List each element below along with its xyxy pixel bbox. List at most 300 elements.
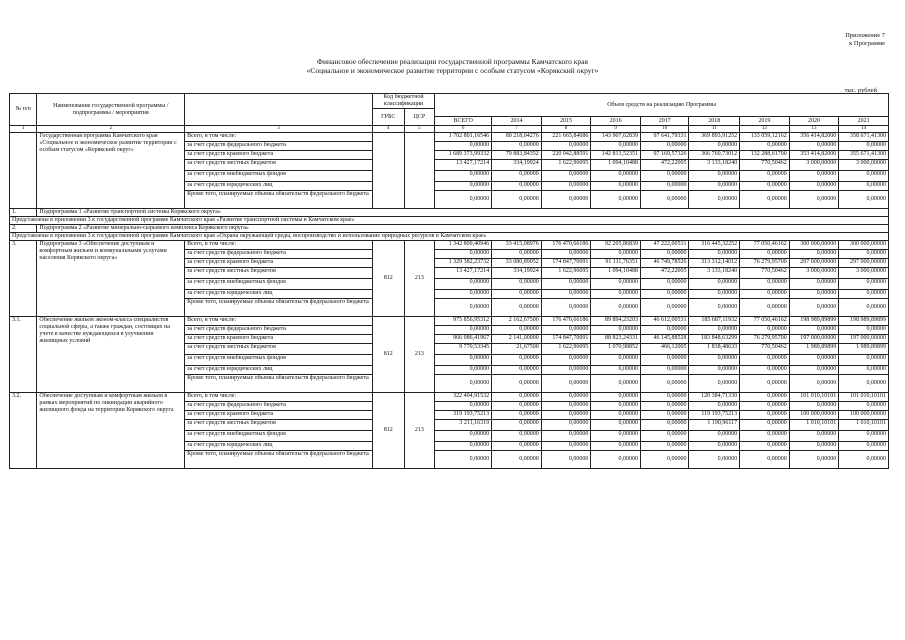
amount-cell: 1 070,98852 xyxy=(591,344,641,355)
amount-cell: 174 847,70091 xyxy=(541,335,591,344)
amount-cell: 0,00000 xyxy=(689,402,740,411)
amount-cell: 0,00000 xyxy=(839,375,889,393)
amount-cell: 0,00000 xyxy=(435,171,492,182)
amount-cell: 0,00000 xyxy=(492,442,542,451)
amount-cell: 0,00000 xyxy=(789,366,839,375)
amount-cell: 3 000,00000 xyxy=(839,268,889,279)
amount-cell: 334,19924 xyxy=(492,160,542,171)
funding-source: за счет средств внебюджетных фондов xyxy=(185,355,373,366)
amount-cell: 0,00000 xyxy=(740,366,790,375)
amount-cell: 353 414,82000 xyxy=(789,151,839,160)
amount-cell: 0,00000 xyxy=(839,250,889,259)
amount-cell: 77 050,46162 xyxy=(740,241,790,250)
amount-cell: 0,00000 xyxy=(740,171,790,182)
amount-cell: 0,00000 xyxy=(541,299,591,317)
csr-code: 213 xyxy=(404,317,435,393)
funding-table xyxy=(9,93,889,469)
amount-cell: 47 222,00531 xyxy=(640,241,689,250)
amount-cell: 0,00000 xyxy=(689,142,740,151)
amount-cell: 80 218,04276 xyxy=(492,133,542,142)
title-line: «Социальное и экономическое развитие территории с особым статусом «Корякский округ» xyxy=(306,66,599,75)
table-row xyxy=(10,133,889,142)
amount-cell: 1 622,96095 xyxy=(541,268,591,279)
amount-cell: 0,00000 xyxy=(591,366,641,375)
funding-source: за счет средств федерального бюджета xyxy=(185,402,373,411)
row-number: 2. xyxy=(10,225,37,233)
amount-cell: 0,00000 xyxy=(492,366,542,375)
amount-cell: 0,00000 xyxy=(789,451,839,469)
amount-cell: 0,00000 xyxy=(789,182,839,191)
grbs-code: 812 xyxy=(372,241,404,317)
column-number: 4 xyxy=(372,126,404,133)
amount-cell: 0,00000 xyxy=(689,290,740,299)
amount-cell: 0,00000 xyxy=(591,402,641,411)
amount-cell: 0,00000 xyxy=(740,142,790,151)
row-number: 1. xyxy=(10,209,37,217)
amount-cell: 0,00000 xyxy=(541,279,591,290)
amount-cell: 0,00000 xyxy=(740,290,790,299)
amount-cell: 0,00000 xyxy=(789,171,839,182)
title-line: Финансовое обеспечение реализации государственной программы Камчатского края xyxy=(317,57,588,66)
amount-cell: 358 671,41300 xyxy=(839,133,889,142)
header-name: Наименование государственной программы / подпрограммы / мероприятия xyxy=(37,94,185,126)
amount-cell: 46 612,00531 xyxy=(640,317,689,326)
amount-cell: 21,67500 xyxy=(492,344,542,355)
amount-cell: 0,00000 xyxy=(839,182,889,191)
amount-cell: 0,00000 xyxy=(541,431,591,442)
amount-cell: 3 000,00000 xyxy=(789,268,839,279)
subprogram-note-row xyxy=(10,233,889,241)
column-number: 6 xyxy=(435,126,492,133)
funding-source: Всего, в том числе: xyxy=(185,241,373,250)
amount-cell: 132 288,61700 xyxy=(740,151,790,160)
subprogram-note: Представлены в приложении 3 к государственной программе Камчатского края «Охрана окружающей среды, воспроизводство и использование природных ресурсов в Камчатском крае» xyxy=(10,233,889,241)
column-number: 8 xyxy=(541,126,591,133)
amount-cell: 0,00000 xyxy=(435,355,492,366)
amount-cell: 472,22005 xyxy=(640,268,689,279)
amount-cell: 0,00000 xyxy=(640,191,689,209)
csr-code xyxy=(404,133,435,209)
amount-cell: 0,00000 xyxy=(492,393,542,402)
amount-cell: 2 162,67500 xyxy=(492,317,542,326)
amount-cell: 0,00000 xyxy=(492,451,542,469)
amount-cell: 0,00000 xyxy=(640,402,689,411)
amount-cell: 0,00000 xyxy=(492,326,542,335)
amount-cell: 1 094,10488 xyxy=(591,268,641,279)
amount-cell: 1 989,89899 xyxy=(789,344,839,355)
amount-cell: 3 133,18240 xyxy=(689,268,740,279)
header-funding: Объем средств на реализацию Программы xyxy=(435,94,889,117)
appendix-line: Приложение 7 xyxy=(845,32,885,39)
funding-source: Кроме того, планируемые объемы обязательств федерального бюджета xyxy=(185,299,373,317)
amount-cell: 0,00000 xyxy=(740,299,790,317)
amount-cell: 466,12005 xyxy=(640,344,689,355)
amount-cell: 0,00000 xyxy=(640,290,689,299)
amount-cell: 197 000,00000 xyxy=(789,335,839,344)
header-budget-class: Код бюджетной классификации xyxy=(372,94,434,109)
amount-cell: 0,00000 xyxy=(541,182,591,191)
amount-cell: 0,00000 xyxy=(839,290,889,299)
column-number: 9 xyxy=(591,126,641,133)
amount-cell: 0,00000 xyxy=(591,299,641,317)
amount-cell: 0,00000 xyxy=(435,191,492,209)
amount-cell: 176 470,66186 xyxy=(541,317,591,326)
amount-cell: 0,00000 xyxy=(591,411,641,420)
amount-cell: 0,00000 xyxy=(740,442,790,451)
subprogram-row xyxy=(10,225,889,233)
amount-cell: 319 193,75213 xyxy=(435,411,492,420)
amount-cell: 0,00000 xyxy=(541,290,591,299)
amount-cell: 176 470,66186 xyxy=(541,241,591,250)
amount-cell: 0,00000 xyxy=(492,290,542,299)
header-csr: ЦСР xyxy=(404,109,435,126)
row-number: 3. xyxy=(10,241,37,317)
header-year: 2014 xyxy=(492,117,542,126)
funding-source: за счет средств местных бюджетов xyxy=(185,344,373,355)
header-year: 2017 xyxy=(640,117,689,126)
amount-cell: 0,00000 xyxy=(541,420,591,431)
amount-cell: 220 042,88591 xyxy=(541,151,591,160)
amount-cell: 197 000,00000 xyxy=(839,335,889,344)
column-number: 13 xyxy=(789,126,839,133)
amount-cell: 77 050,46162 xyxy=(740,317,790,326)
subprogram-note: Представлены в приложении 3 к государственной программе Камчатского края «Развитие транспортной системы в Камчатском крае» xyxy=(10,217,889,225)
amount-cell: 0,00000 xyxy=(640,182,689,191)
amount-cell: 0,00000 xyxy=(789,142,839,151)
amount-cell: 300 000,00000 xyxy=(839,241,889,250)
amount-cell: 76 279,95700 xyxy=(740,335,790,344)
amount-cell: 0,00000 xyxy=(689,375,740,393)
program-name: Обеспечение жильем эконом-класса специалистов социальной сферы, а также граждан, состоящих на учете в качестве нуждающихся в улучшении жилищных условий xyxy=(37,317,185,393)
header-grbs: ГРБС xyxy=(372,109,404,126)
amount-cell: 198 989,89899 xyxy=(789,317,839,326)
amount-cell: 0,00000 xyxy=(640,326,689,335)
amount-cell: 0,00000 xyxy=(839,171,889,182)
funding-source: за счет средств юридических лиц xyxy=(185,366,373,375)
header-year: 2020 xyxy=(789,117,839,126)
amount-cell: 1 838,48633 xyxy=(689,344,740,355)
amount-cell: 0,00000 xyxy=(541,250,591,259)
amount-cell: 0,00000 xyxy=(492,142,542,151)
funding-source: за счет средств федерального бюджета xyxy=(185,250,373,259)
amount-cell: 0,00000 xyxy=(839,299,889,317)
amount-cell: 0,00000 xyxy=(789,442,839,451)
amount-cell: 46 145,88528 xyxy=(640,335,689,344)
amount-cell: 0,00000 xyxy=(789,191,839,209)
amount-cell: 0,00000 xyxy=(640,411,689,420)
amount-cell: 0,00000 xyxy=(640,171,689,182)
amount-cell: 0,00000 xyxy=(839,451,889,469)
funding-source: Кроме того, планируемые объемы обязательств федерального бюджета xyxy=(185,375,373,393)
amount-cell: 0,00000 xyxy=(640,451,689,469)
funding-source: за счет средств местных бюджетов xyxy=(185,160,373,171)
header-year: 2021 xyxy=(839,117,889,126)
amount-cell: 198 989,89899 xyxy=(839,317,889,326)
amount-cell: 3 000,00000 xyxy=(839,160,889,171)
amount-cell: 0,00000 xyxy=(740,182,790,191)
amount-cell: 0,00000 xyxy=(492,299,542,317)
amount-cell: 0,00000 xyxy=(689,191,740,209)
amount-cell: 89 894,23203 xyxy=(591,317,641,326)
column-number: 14 xyxy=(839,126,889,133)
amount-cell: 97 169,57326 xyxy=(640,151,689,160)
amount-cell: 142 813,52351 xyxy=(591,151,641,160)
amount-cell: 1 989,89899 xyxy=(839,344,889,355)
subprogram-row xyxy=(10,209,889,217)
funding-source: за счет средств юридических лиц xyxy=(185,290,373,299)
amount-cell: 183 848,63299 xyxy=(689,335,740,344)
amount-cell: 0,00000 xyxy=(492,431,542,442)
amount-cell: 334,19924 xyxy=(492,268,542,279)
amount-cell: 0,00000 xyxy=(591,431,641,442)
amount-cell: 0,00000 xyxy=(740,326,790,335)
amount-cell: 13 427,17214 xyxy=(435,160,492,171)
amount-cell: 0,00000 xyxy=(640,250,689,259)
funding-source: Всего, в том числе: xyxy=(185,133,373,142)
funding-source: за счет средств внебюджетных фондов xyxy=(185,431,373,442)
amount-cell: 0,00000 xyxy=(740,375,790,393)
csr-code: 213 xyxy=(404,241,435,317)
funding-source: за счет средств федерального бюджета xyxy=(185,142,373,151)
amount-cell: 92 205,86839 xyxy=(591,241,641,250)
amount-cell: 770,50462 xyxy=(740,344,790,355)
column-number: 3 xyxy=(185,126,373,133)
funding-source: за счет средств юридических лиц xyxy=(185,442,373,451)
amount-cell: 3 211,16319 xyxy=(435,420,492,431)
amount-cell: 0,00000 xyxy=(591,442,641,451)
row-number: 3.1. xyxy=(10,317,37,393)
amount-cell: 0,00000 xyxy=(640,375,689,393)
amount-cell: 33 415,08976 xyxy=(492,241,542,250)
amount-cell: 0,00000 xyxy=(740,411,790,420)
amount-cell: 0,00000 xyxy=(689,250,740,259)
amount-cell: 221 665,84686 xyxy=(541,133,591,142)
amount-cell: 0,00000 xyxy=(591,290,641,299)
program-name: Подпрограмма 3 «Обеспечение доступным и комфортным жильем и коммунальными услугами населения Корякского округа» xyxy=(37,241,185,317)
amount-cell: 0,00000 xyxy=(689,442,740,451)
amount-cell: 100 000,00000 xyxy=(789,411,839,420)
amount-cell: 1 622,96095 xyxy=(541,344,591,355)
amount-cell: 313 312,14012 xyxy=(689,259,740,268)
subprogram-title: Подпрограмма 1 «Развитие транспортной системы Корякского округа» xyxy=(37,209,889,217)
amount-cell: 0,00000 xyxy=(789,290,839,299)
amount-cell: 0,00000 xyxy=(541,393,591,402)
amount-cell: 0,00000 xyxy=(740,431,790,442)
funding-source: Кроме того, планируемые объемы обязательств федерального бюджета xyxy=(185,451,373,469)
funding-source: за счет средств внебюджетных фондов xyxy=(185,171,373,182)
amount-cell: 0,00000 xyxy=(435,279,492,290)
amount-cell: 0,00000 xyxy=(640,142,689,151)
table-row xyxy=(10,317,889,326)
amount-cell: 0,00000 xyxy=(789,431,839,442)
amount-cell: 0,00000 xyxy=(789,279,839,290)
amount-cell: 0,00000 xyxy=(435,182,492,191)
amount-cell: 0,00000 xyxy=(689,355,740,366)
amount-cell: 0,00000 xyxy=(435,375,492,393)
amount-cell: 297 000,00000 xyxy=(789,259,839,268)
amount-cell: 0,00000 xyxy=(591,420,641,431)
amount-cell: 0,00000 xyxy=(591,451,641,469)
amount-cell: 0,00000 xyxy=(492,250,542,259)
amount-cell: 0,00000 xyxy=(839,326,889,335)
amount-cell: 0,00000 xyxy=(689,182,740,191)
amount-cell: 0,00000 xyxy=(640,393,689,402)
column-number: 5 xyxy=(404,126,435,133)
amount-cell: 9 770,53345 xyxy=(435,344,492,355)
amount-cell: 0,00000 xyxy=(640,431,689,442)
amount-cell: 0,00000 xyxy=(789,355,839,366)
amount-cell: 1 689 373,99332 xyxy=(435,151,492,160)
amount-cell: 770,50462 xyxy=(740,268,790,279)
amount-cell: 0,00000 xyxy=(789,250,839,259)
amount-cell: 0,00000 xyxy=(689,366,740,375)
amount-cell: 0,00000 xyxy=(492,191,542,209)
amount-cell: 101 010,10101 xyxy=(839,393,889,402)
amount-cell: 0,00000 xyxy=(541,355,591,366)
units-label: тыс. рублей xyxy=(844,87,877,94)
amount-cell: 0,00000 xyxy=(689,299,740,317)
amount-cell: 0,00000 xyxy=(591,142,641,151)
amount-cell: 0,00000 xyxy=(492,420,542,431)
amount-cell: 0,00000 xyxy=(492,402,542,411)
amount-cell: 1 702 801,16546 xyxy=(435,133,492,142)
amount-cell: 0,00000 xyxy=(435,326,492,335)
amount-cell: 0,00000 xyxy=(435,250,492,259)
amount-cell: 0,00000 xyxy=(689,431,740,442)
amount-cell: 0,00000 xyxy=(492,182,542,191)
column-number: 2 xyxy=(37,126,185,133)
amount-cell: 3 000,00000 xyxy=(789,160,839,171)
amount-cell: 0,00000 xyxy=(541,451,591,469)
amount-cell: 1 622,96095 xyxy=(541,160,591,171)
csr-code: 213 xyxy=(404,393,435,469)
row-number: 3.2. xyxy=(10,393,37,469)
amount-cell: 0,00000 xyxy=(541,366,591,375)
amount-cell: 472,22005 xyxy=(640,160,689,171)
funding-source: за счет средств краевого бюджета xyxy=(185,335,373,344)
amount-cell: 76 279,95700 xyxy=(740,259,790,268)
amount-cell: 0,00000 xyxy=(839,279,889,290)
amount-cell: 0,00000 xyxy=(591,191,641,209)
amount-cell: 0,00000 xyxy=(435,431,492,442)
amount-cell: 0,00000 xyxy=(591,326,641,335)
amount-cell: 101 010,10101 xyxy=(789,393,839,402)
column-number: 11 xyxy=(689,126,740,133)
amount-cell: 1 010,10101 xyxy=(839,420,889,431)
grbs-code: 812 xyxy=(372,317,404,393)
amount-cell: 0,00000 xyxy=(740,451,790,469)
amount-cell: 0,00000 xyxy=(492,279,542,290)
header-year: 2016 xyxy=(591,117,641,126)
amount-cell: 0,00000 xyxy=(640,355,689,366)
amount-cell: 322 404,91532 xyxy=(435,393,492,402)
amount-cell: 0,00000 xyxy=(492,411,542,420)
funding-source: Всего, в том числе: xyxy=(185,317,373,326)
document-title xyxy=(0,57,905,75)
amount-cell: 0,00000 xyxy=(640,420,689,431)
amount-cell: 0,00000 xyxy=(492,375,542,393)
amount-cell: 0,00000 xyxy=(435,142,492,151)
amount-cell: 1 094,10488 xyxy=(591,160,641,171)
funding-source: Кроме того, планируемые объемы обязательств федерального бюджета xyxy=(185,191,373,209)
amount-cell: 100 000,00000 xyxy=(839,411,889,420)
amount-cell: 97 641,79331 xyxy=(640,133,689,142)
amount-cell: 143 907,62839 xyxy=(591,133,641,142)
amount-cell: 0,00000 xyxy=(740,420,790,431)
amount-cell: 0,00000 xyxy=(591,355,641,366)
amount-cell: 0,00000 xyxy=(435,299,492,317)
amount-cell: 297 000,00000 xyxy=(839,259,889,268)
amount-cell: 120 384,71330 xyxy=(689,393,740,402)
header-year: 2019 xyxy=(740,117,790,126)
table-row xyxy=(10,241,889,250)
amount-cell: 0,00000 xyxy=(740,250,790,259)
amount-cell: 0,00000 xyxy=(689,279,740,290)
program-name: Обеспечение доступным и комфортным жильем в рамках мероприятий по ликвидации аварийного жилищного фонда на территории Корякского округа xyxy=(37,393,185,469)
amount-cell: 0,00000 xyxy=(591,182,641,191)
amount-cell: 0,00000 xyxy=(740,279,790,290)
funding-source: Всего, в том числе: xyxy=(185,393,373,402)
amount-cell: 0,00000 xyxy=(591,393,641,402)
subprogram-note-row xyxy=(10,217,889,225)
amount-cell: 185 687,11932 xyxy=(689,317,740,326)
amount-cell: 0,00000 xyxy=(740,402,790,411)
amount-cell: 0,00000 xyxy=(740,355,790,366)
amount-cell: 369 893,91252 xyxy=(689,133,740,142)
amount-cell: 770,50462 xyxy=(740,160,790,171)
amount-cell: 0,00000 xyxy=(435,366,492,375)
column-number: 1 xyxy=(10,126,37,133)
amount-cell: 0,00000 xyxy=(640,299,689,317)
amount-cell: 300 000,00000 xyxy=(789,241,839,250)
amount-cell: 1 190,96117 xyxy=(689,420,740,431)
amount-cell: 966 086,41967 xyxy=(435,335,492,344)
amount-cell: 1 010,10101 xyxy=(789,420,839,431)
appendix-note xyxy=(845,32,885,48)
amount-cell: 0,00000 xyxy=(640,442,689,451)
amount-cell: 0,00000 xyxy=(541,171,591,182)
amount-cell: 0,00000 xyxy=(591,250,641,259)
grbs-code: 812 xyxy=(372,393,404,469)
amount-cell: 0,00000 xyxy=(839,191,889,209)
header-source xyxy=(185,94,373,126)
amount-cell: 316 445,32252 xyxy=(689,241,740,250)
amount-cell: 0,00000 xyxy=(541,411,591,420)
amount-cell: 0,00000 xyxy=(740,191,790,209)
amount-cell: 0,00000 xyxy=(839,355,889,366)
amount-cell: 0,00000 xyxy=(640,366,689,375)
amount-cell: 3 133,18240 xyxy=(689,160,740,171)
amount-cell: 79 883,84352 xyxy=(492,151,542,160)
amount-cell: 0,00000 xyxy=(789,402,839,411)
amount-cell: 0,00000 xyxy=(839,142,889,151)
program-name: Государственная программа Камчатского края «Социальное и экономическое развитие территории с особым статусом «Корякский округ» xyxy=(37,133,185,209)
funding-source: за счет средств краевого бюджета xyxy=(185,411,373,420)
amount-cell: 975 856,95312 xyxy=(435,317,492,326)
amount-cell: 0,00000 xyxy=(591,171,641,182)
amount-cell: 0,00000 xyxy=(541,375,591,393)
amount-cell: 0,00000 xyxy=(839,431,889,442)
subprogram-title: Подпрограмма 2 «Развитие минерально-сырьевого комплекса Корякского округа» xyxy=(37,225,889,233)
amount-cell: 0,00000 xyxy=(689,326,740,335)
appendix-line: к Программе xyxy=(849,40,885,47)
funding-source: за счет средств краевого бюджета xyxy=(185,151,373,160)
amount-cell: 0,00000 xyxy=(435,451,492,469)
header-total: ВСЕГО xyxy=(435,117,492,126)
amount-cell: 46 749,78526 xyxy=(640,259,689,268)
amount-cell: 355 671,41300 xyxy=(839,151,889,160)
amount-cell: 0,00000 xyxy=(492,355,542,366)
